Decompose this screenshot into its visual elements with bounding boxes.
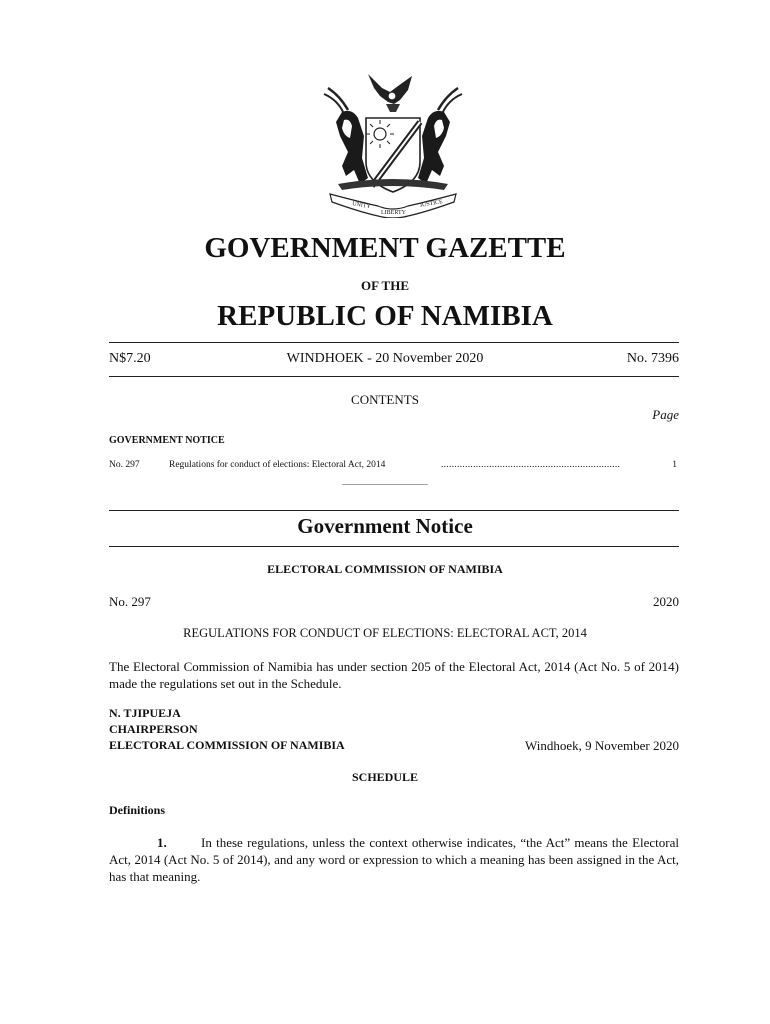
notice-intro: The Electoral Commission of Namibia has under section 205 of the Electoral Act, 2014 (Act No. 5 of 2014) made the regulations set out in the Schedule. (109, 659, 679, 691)
definitions-heading: Definitions (109, 803, 166, 817)
issue-price: N$7.20 (109, 351, 151, 366)
contents-page-label: Page (652, 407, 679, 422)
notice-heading: Government Notice (297, 514, 473, 538)
notice-year: 2020 (653, 594, 679, 609)
contents-entry[interactable] (109, 460, 679, 474)
clause-text: In these regulations, unless the context otherwise indicates, “the Act” means the Electoral Act, 2014 (Act No. 5 of 2014), and any word or expression to which a meaning has been assigned in the Act, has that meaning. (109, 835, 679, 884)
contents-entry-number: No. 297 (109, 460, 140, 470)
issue-place-date: WINDHOEK - 20 November 2020 (286, 351, 484, 366)
signatory-body: ELECTORAL COMMISSION OF NAMIBIA (109, 738, 345, 752)
contents-separator: ___________________ (342, 476, 428, 486)
schedule-heading: SCHEDULE (351, 770, 419, 784)
notice-issuer: ELECTORAL COMMISSION OF NAMIBIA (267, 562, 503, 576)
masthead-bottom-rule (109, 376, 679, 377)
contents-entry-page: 1 (672, 460, 677, 470)
svg-text:JUSTICE: JUSTICE (419, 199, 444, 209)
signatory-name: N. TJIPUEJA (109, 706, 181, 720)
notice-number: No. 297 (109, 594, 151, 609)
svg-text:UNITY: UNITY (351, 201, 372, 211)
contents-section-heading: GOVERNMENT NOTICE (109, 435, 225, 446)
notice-top-rule (109, 510, 679, 511)
signatory-role: CHAIRPERSON (109, 722, 198, 736)
gazette-republic: REPUBLIC OF NAMIBIA (217, 300, 553, 332)
notice-title: REGULATIONS FOR CONDUCT OF ELECTIONS: ELECTORAL ACT, 2014 (183, 626, 587, 640)
clause-number: 1. (157, 835, 167, 850)
contents-heading: CONTENTS (351, 392, 419, 407)
gazette-of-the: OF THE (360, 278, 410, 293)
notice-bottom-rule (109, 546, 679, 547)
gazette-title: GOVERNMENT GAZETTE (204, 232, 566, 264)
contents-entry-title: Regulations for conduct of elections: Electoral Act, 2014 (169, 460, 386, 470)
contents-entry-leader: ................................................................... (441, 460, 621, 470)
svg-text:LIBERTY: LIBERTY (381, 210, 406, 216)
signatory-place-date: Windhoek, 9 November 2020 (524, 738, 679, 753)
namibia-coat-of-arms-icon (320, 66, 466, 218)
issue-number: No. 7396 (626, 351, 679, 366)
masthead-top-rule (109, 342, 679, 343)
clause-1 (109, 834, 679, 885)
